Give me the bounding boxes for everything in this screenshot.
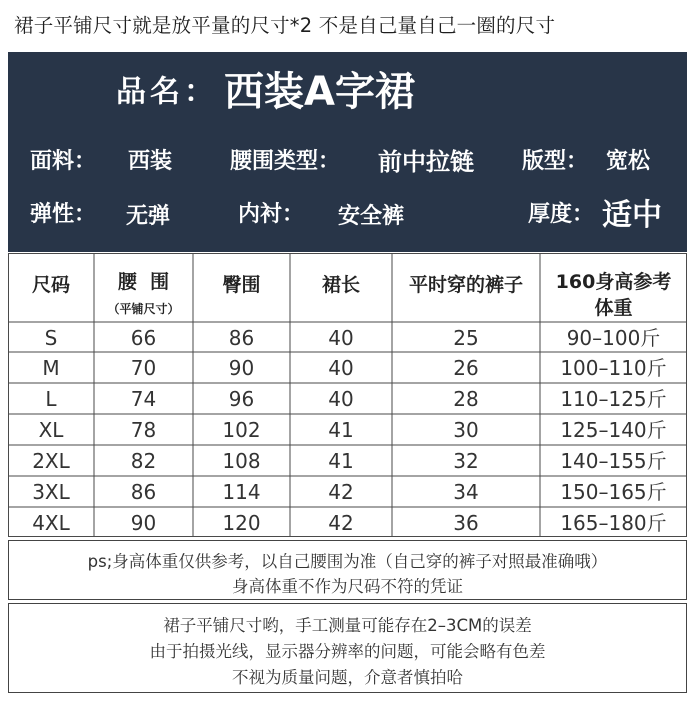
cell-weight: 140–155斤 <box>560 449 667 473</box>
fabric-value: 西装 <box>128 149 173 174</box>
cell-weight: 125–140斤 <box>560 418 667 442</box>
elasticity-label: 弹性： <box>30 202 97 227</box>
cell-size: L <box>45 387 57 411</box>
fit-value: 宽松 <box>606 149 651 174</box>
cell-size: 3XL <box>32 480 70 504</box>
cell-waist: 74 <box>130 387 157 411</box>
header-size: 尺码 <box>31 274 70 296</box>
cell-length: 42 <box>328 480 354 504</box>
cell-hip: 86 <box>228 326 255 350</box>
reference-note-line: 身高体重不作为尺码不符的凭证 <box>232 577 463 596</box>
cell-size: 4XL <box>32 511 70 535</box>
product-info-panel <box>8 52 687 252</box>
lining-label: 内衬： <box>238 202 305 227</box>
product-name <box>116 60 415 117</box>
header-pants: 平时穿的裤子 <box>408 274 523 296</box>
cell-waist: 66 <box>130 326 157 350</box>
header-weight-line2: 体重 <box>594 297 633 319</box>
cell-length: 42 <box>328 511 354 535</box>
cell-hip: 90 <box>228 356 255 380</box>
measurement-note <box>8 603 687 693</box>
lining-value: 安全裤 <box>338 204 405 229</box>
cell-length: 41 <box>328 418 354 442</box>
fabric-label: 面料： <box>30 149 97 174</box>
cell-length: 40 <box>328 356 354 380</box>
cell-pants: 36 <box>453 511 479 535</box>
cell-waist: 86 <box>130 480 157 504</box>
measurement-note-line: 由于拍摄光线，显示器分辨率的问题，可能会略有色差 <box>149 642 546 661</box>
cell-hip: 120 <box>222 511 261 535</box>
cell-size: S <box>44 326 58 350</box>
header-waist: 腰 围 <box>117 271 170 293</box>
cell-weight: 165–180斤 <box>560 511 667 535</box>
cell-length: 40 <box>328 387 354 411</box>
cell-weight: 100–110斤 <box>560 356 667 380</box>
cell-waist: 70 <box>130 356 157 380</box>
product-name-label: 品名： <box>116 74 218 110</box>
cell-size: M <box>42 356 60 380</box>
cell-pants: 34 <box>453 480 479 504</box>
size-table <box>8 253 687 537</box>
cell-hip: 114 <box>222 480 261 504</box>
waist-type-value: 前中拉链 <box>378 148 474 176</box>
banner-text: 裙子平铺尺寸就是放平量的尺寸*2 不是自己量自己一圈的尺寸 <box>14 14 556 37</box>
measurement-note-line: 不视为质量问题，介意者慎拍哈 <box>232 668 463 687</box>
cell-size: XL <box>38 418 64 442</box>
thickness-label: 厚度： <box>528 202 595 227</box>
product-name-value: 西装A字裙 <box>224 69 415 115</box>
header-hip: 臀围 <box>222 274 261 296</box>
fit-label: 版型： <box>522 149 589 174</box>
cell-pants: 26 <box>453 356 479 380</box>
reference-note-line: ps;身高体重仅供参考，以自己腰围为准（自己穿的裤子对照最准确哦） <box>87 552 608 571</box>
size-note-banner <box>0 0 695 52</box>
cell-hip: 102 <box>222 418 261 442</box>
cell-pants: 25 <box>453 326 479 350</box>
waist-type-label: 腰围类型： <box>230 149 341 174</box>
cell-waist: 82 <box>130 449 157 473</box>
cell-waist: 90 <box>130 511 157 535</box>
cell-weight: 90–100斤 <box>566 326 661 350</box>
header-waist-sub: （平铺尺寸） <box>107 302 180 316</box>
thickness-value: 适中 <box>602 198 662 233</box>
cell-weight: 150–165斤 <box>560 480 667 504</box>
cell-length: 40 <box>328 326 354 350</box>
cell-weight: 110–125斤 <box>560 387 667 411</box>
reference-note <box>8 540 687 600</box>
cell-size: 2XL <box>32 449 70 473</box>
cell-pants: 30 <box>453 418 479 442</box>
cell-waist: 78 <box>130 418 157 442</box>
header-length: 裙长 <box>321 274 360 296</box>
cell-pants: 28 <box>453 387 479 411</box>
cell-hip: 96 <box>228 387 255 411</box>
header-weight-line1: 160身高参考 <box>555 271 672 293</box>
elasticity-value: 无弹 <box>126 204 171 229</box>
cell-pants: 32 <box>453 449 479 473</box>
cell-hip: 108 <box>222 449 261 473</box>
measurement-note-line: 裙子平铺尺寸哟，手工测量可能存在2–3CM的误差 <box>163 616 532 635</box>
cell-length: 41 <box>328 449 354 473</box>
